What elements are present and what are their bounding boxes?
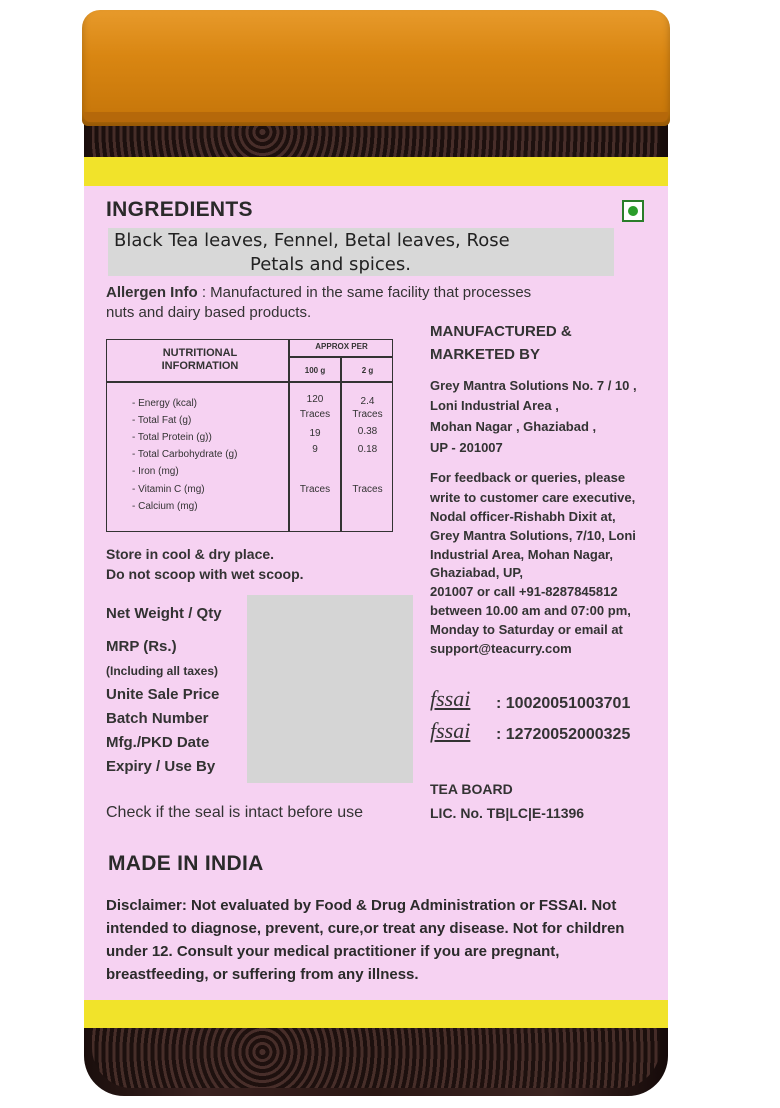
batch-info-placeholder bbox=[247, 595, 413, 783]
label-band-bottom bbox=[84, 1000, 668, 1028]
jar-lid bbox=[82, 10, 670, 126]
address-line: Grey Mantra Solutions No. 7 / 10 , bbox=[430, 378, 637, 393]
feedback-line: For feedback or queries, please bbox=[430, 470, 626, 485]
allergen-label: Allergen Info bbox=[106, 284, 198, 301]
feedback-email: support@teacurry.com bbox=[430, 641, 572, 656]
feedback-line: Industrial Area, Mohan Nagar, bbox=[430, 547, 614, 562]
value-100g: 9 bbox=[312, 444, 318, 455]
value-100g: Traces bbox=[299, 484, 331, 495]
approx-per: APPROX PER bbox=[315, 342, 368, 351]
made-in-india: MADE IN INDIA bbox=[108, 852, 264, 875]
table-divider bbox=[106, 381, 393, 383]
nutrient-name: - Total Carbohydrate (g) bbox=[132, 449, 238, 460]
address-line: UP - 201007 bbox=[430, 440, 503, 455]
seal-notice: Check if the seal is intact before use bbox=[106, 804, 364, 821]
table-divider bbox=[288, 356, 393, 358]
nutrient-name: - Iron (mg) bbox=[132, 466, 179, 477]
value-100g: 19 bbox=[309, 428, 321, 439]
feedback-line: between 10.00 am and 07:00 pm, bbox=[430, 603, 631, 618]
field-net-weight: Net Weight / Qty bbox=[106, 605, 222, 622]
value-2g: 0.38 bbox=[357, 426, 378, 437]
feedback-line: Ghaziabad, UP, bbox=[430, 565, 523, 580]
manufactured-heading-1: MANUFACTURED & bbox=[430, 323, 572, 340]
value-2g: Traces bbox=[352, 409, 383, 420]
nutrition-header-line-1: NUTRITIONAL bbox=[162, 347, 238, 359]
ingredients-heading: INGREDIENTS bbox=[106, 198, 253, 221]
field-batch: Batch Number bbox=[106, 710, 209, 727]
allergen-text-1: : Manufactured in the same facility that processes bbox=[197, 284, 532, 301]
fssai-logo-icon: fssai bbox=[430, 686, 471, 711]
manufactured-heading-2: MARKETED BY bbox=[430, 346, 541, 363]
fssai-license-1: : 10020051003701 bbox=[496, 695, 631, 712]
fssai-license-2: : 12720052000325 bbox=[496, 726, 631, 743]
fssai-logo-icon: fssai bbox=[430, 718, 471, 743]
feedback-line: Grey Mantra Solutions, 7/10, Loni bbox=[430, 528, 636, 543]
nutrient-name: - Energy (kcal) bbox=[132, 398, 198, 409]
feedback-line: Nodal officer-Rishabh Dixit at, bbox=[430, 509, 616, 524]
field-unit-price: Unite Sale Price bbox=[106, 686, 220, 703]
value-100g: Traces bbox=[299, 409, 331, 420]
storage-line-1: Store in cool & dry place. bbox=[106, 546, 275, 562]
field-incl-taxes: (Including all taxes) bbox=[106, 664, 219, 678]
field-mrp: MRP (Rs.) bbox=[106, 638, 177, 655]
nutrient-name: - Vitamin C (mg) bbox=[132, 484, 205, 495]
tea-board-line-1: TEA BOARD bbox=[430, 781, 513, 797]
ingredients-line-2: Petals and spices. bbox=[250, 254, 411, 275]
ingredients-line-1: Black Tea leaves, Fennel, Betal leaves, Rose bbox=[114, 230, 510, 251]
address-line: Loni Industrial Area , bbox=[430, 398, 559, 413]
allergen-text-2: nuts and dairy based products. bbox=[106, 304, 312, 321]
allergen-info bbox=[106, 284, 531, 301]
label-band-top bbox=[84, 157, 668, 187]
nutrient-name: - Calcium (mg) bbox=[132, 501, 198, 512]
nutrient-name: - Total Protein (g)) bbox=[132, 432, 212, 443]
address-line: Mohan Nagar , Ghaziabad , bbox=[430, 419, 597, 434]
field-mfg-date: Mfg./PKD Date bbox=[106, 734, 210, 751]
tea-board-line-2: LIC. No. TB|LC|E-11396 bbox=[430, 805, 585, 821]
value-2g: Traces bbox=[352, 484, 383, 495]
storage-line-2: Do not scoop with wet scoop. bbox=[106, 566, 304, 582]
field-expiry: Expiry / Use By bbox=[106, 758, 216, 775]
feedback-line: Monday to Saturday or email at bbox=[430, 622, 623, 637]
lid-rim bbox=[84, 112, 668, 122]
value-2g: 0.18 bbox=[357, 444, 378, 455]
nutrient-name: - Total Fat (g) bbox=[132, 415, 192, 426]
value-100g: 120 bbox=[306, 394, 324, 405]
col-100g: 100 g bbox=[304, 366, 326, 375]
feedback-line: write to customer care executive, bbox=[430, 490, 636, 505]
veg-mark-icon bbox=[622, 200, 644, 222]
nutrition-header bbox=[112, 347, 288, 373]
value-2g: 2.4 bbox=[360, 396, 375, 407]
disclaimer: Disclaimer: Not evaluated by Food & Drug Administration or FSSAI. Not intended to diagnose, prevent, cure,or treat any disease. Not for children under 12. Consult your medical practitioner if you are pregnant, breastfeeding, or suffering from any illness. bbox=[106, 897, 625, 983]
nutrition-header-line-2: INFORMATION bbox=[161, 360, 239, 372]
tea-leaves-bottom bbox=[92, 1028, 660, 1088]
feedback-line: 201007 or call +91-8287845812 bbox=[430, 584, 618, 599]
col-2g: 2 g bbox=[361, 366, 374, 375]
